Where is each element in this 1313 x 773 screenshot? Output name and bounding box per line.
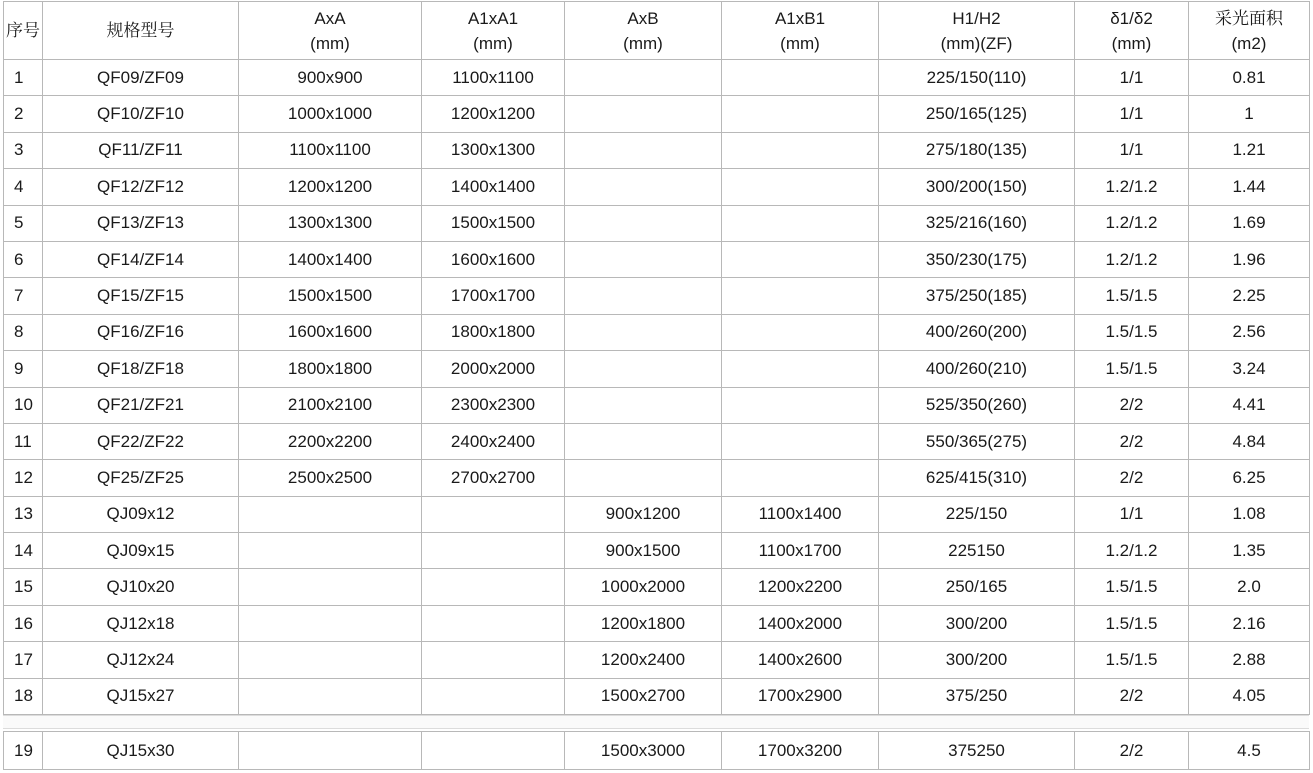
- header-axa-unit: (mm): [310, 33, 350, 53]
- cell-model: QF25/ZF25: [43, 460, 239, 496]
- cell-axa: 900x900: [239, 60, 422, 96]
- cell-h1h2: 375250: [879, 732, 1075, 770]
- cell-a1xa1: 1400x1400: [422, 169, 565, 205]
- cell-model: QF16/ZF16: [43, 314, 239, 350]
- header-area-unit: (m2): [1231, 33, 1267, 53]
- cell-h1h2: 225/150: [879, 496, 1075, 532]
- cell-axa: 1600x1600: [239, 314, 422, 350]
- cell-axa: [239, 569, 422, 605]
- cell-axa: 1300x1300: [239, 205, 422, 241]
- cell-delta: 1.5/1.5: [1075, 605, 1189, 641]
- cell-h1h2: 225150: [879, 533, 1075, 569]
- cell-axa: [239, 678, 422, 714]
- header-h1h2-unit: (mm)(ZF): [940, 33, 1013, 53]
- cell-axa: 1800x1800: [239, 351, 422, 387]
- cell-h1h2: 300/200: [879, 642, 1075, 678]
- table-row: [4, 205, 1310, 241]
- header-axb-unit: (mm): [623, 33, 663, 53]
- table-row: [4, 569, 1310, 605]
- cell-model: QF13/ZF13: [43, 205, 239, 241]
- cell-delta: 2/2: [1075, 678, 1189, 714]
- header-seq: 序号: [4, 2, 43, 60]
- table-row: [4, 605, 1310, 641]
- cell-seq: 11: [4, 423, 43, 459]
- header-a1xb1: [722, 2, 879, 60]
- cell-seq: 8: [4, 314, 43, 350]
- header-axb-label: AxB: [627, 8, 659, 28]
- cell-a1xa1: 1200x1200: [422, 96, 565, 132]
- header-h1h2-label: H1/H2: [952, 8, 1001, 28]
- table-body: [4, 60, 1310, 715]
- cell-a1xb1: [722, 314, 879, 350]
- cell-axa: 2200x2200: [239, 423, 422, 459]
- cell-a1xb1: [722, 351, 879, 387]
- header-model: 规格型号: [43, 2, 239, 60]
- cell-a1xb1: [722, 241, 879, 277]
- header-a1xa1-unit: (mm): [473, 33, 513, 53]
- cell-a1xb1: 1400x2000: [722, 605, 879, 641]
- cell-model: QJ09x12: [43, 496, 239, 532]
- cell-model: QJ10x20: [43, 569, 239, 605]
- cell-a1xb1: [722, 205, 879, 241]
- table-row: [4, 460, 1310, 496]
- cell-h1h2: 350/230(175): [879, 241, 1075, 277]
- cell-axa: [239, 496, 422, 532]
- table-row: [4, 423, 1310, 459]
- header-area: [1189, 2, 1310, 60]
- header-a1xa1-label: A1xA1: [467, 8, 519, 28]
- cell-a1xb1: 1400x2600: [722, 642, 879, 678]
- cell-model: QF15/ZF15: [43, 278, 239, 314]
- table-row: [4, 241, 1310, 277]
- cell-a1xb1: 1100x1400: [722, 496, 879, 532]
- cell-a1xa1: 1700x1700: [422, 278, 565, 314]
- cell-model: QJ09x15: [43, 533, 239, 569]
- cell-seq: 4: [4, 169, 43, 205]
- cell-axb: [565, 96, 722, 132]
- table-row: [4, 169, 1310, 205]
- cell-axb: [565, 60, 722, 96]
- cell-delta: 1.5/1.5: [1075, 278, 1189, 314]
- cell-model: QJ15x27: [43, 678, 239, 714]
- cell-h1h2: 375/250(185): [879, 278, 1075, 314]
- cell-delta: 2/2: [1075, 423, 1189, 459]
- cell-a1xb1: [722, 169, 879, 205]
- cell-area: 1.08: [1189, 496, 1310, 532]
- cell-a1xb1: [722, 132, 879, 168]
- cell-a1xa1: [422, 496, 565, 532]
- cell-delta: 2/2: [1075, 387, 1189, 423]
- cell-h1h2: 250/165: [879, 569, 1075, 605]
- cell-h1h2: 550/365(275): [879, 423, 1075, 459]
- cell-a1xa1: 1500x1500: [422, 205, 565, 241]
- cell-a1xb1: [722, 460, 879, 496]
- cell-axb: [565, 460, 722, 496]
- cell-model: QJ12x18: [43, 605, 239, 641]
- cell-axb: 1200x1800: [565, 605, 722, 641]
- cell-axb: 1200x2400: [565, 642, 722, 678]
- cell-model: QJ12x24: [43, 642, 239, 678]
- cell-axa: [239, 732, 422, 770]
- cell-area: 4.05: [1189, 678, 1310, 714]
- cell-h1h2: 400/260(200): [879, 314, 1075, 350]
- cell-delta: 1.5/1.5: [1075, 569, 1189, 605]
- cell-model: QF09/ZF09: [43, 60, 239, 96]
- cell-a1xa1: [422, 533, 565, 569]
- table-row: [4, 351, 1310, 387]
- cell-axb: [565, 314, 722, 350]
- cell-axb: [565, 278, 722, 314]
- cell-model: QF10/ZF10: [43, 96, 239, 132]
- table-row: [4, 533, 1310, 569]
- cell-h1h2: 300/200(150): [879, 169, 1075, 205]
- cell-axb: 900x1500: [565, 533, 722, 569]
- cell-area: 2.88: [1189, 642, 1310, 678]
- header-h1h2: [879, 2, 1075, 60]
- cell-seq: 2: [4, 96, 43, 132]
- cell-a1xb1: [722, 278, 879, 314]
- spec-table-continued: [3, 731, 1310, 770]
- cell-axa: 1200x1200: [239, 169, 422, 205]
- cell-a1xa1: 2000x2000: [422, 351, 565, 387]
- cell-delta: 1.5/1.5: [1075, 314, 1189, 350]
- cell-seq: 6: [4, 241, 43, 277]
- cell-a1xb1: 1700x3200: [722, 732, 879, 770]
- header-a1xb1-unit: (mm): [780, 33, 820, 53]
- cell-a1xb1: [722, 60, 879, 96]
- cell-area: 1.96: [1189, 241, 1310, 277]
- cell-a1xb1: 1200x2200: [722, 569, 879, 605]
- cell-axb: [565, 241, 722, 277]
- cell-model: QJ15x30: [43, 732, 239, 770]
- cell-h1h2: 250/165(125): [879, 96, 1075, 132]
- cell-a1xa1: 2700x2700: [422, 460, 565, 496]
- cell-seq: 14: [4, 533, 43, 569]
- table-row: [4, 60, 1310, 96]
- table-row: [4, 496, 1310, 532]
- cell-delta: 1/1: [1075, 60, 1189, 96]
- cell-h1h2: 525/350(260): [879, 387, 1075, 423]
- cell-area: 1.35: [1189, 533, 1310, 569]
- cell-a1xb1: [722, 96, 879, 132]
- cell-area: 2.56: [1189, 314, 1310, 350]
- cell-axb: 1000x2000: [565, 569, 722, 605]
- cell-area: 1.44: [1189, 169, 1310, 205]
- header-axb: [565, 2, 722, 60]
- table-row: [4, 96, 1310, 132]
- header-row: [4, 2, 1310, 60]
- cell-a1xa1: [422, 605, 565, 641]
- cell-delta: 1.2/1.2: [1075, 205, 1189, 241]
- cell-axa: [239, 533, 422, 569]
- cell-seq: 3: [4, 132, 43, 168]
- cell-h1h2: 275/180(135): [879, 132, 1075, 168]
- cell-seq: 1: [4, 60, 43, 96]
- cell-area: 6.25: [1189, 460, 1310, 496]
- header-area-label: 采光面积: [1215, 8, 1283, 28]
- table-body-continued: [4, 732, 1310, 770]
- cell-a1xa1: 1600x1600: [422, 241, 565, 277]
- cell-a1xa1: 1300x1300: [422, 132, 565, 168]
- cell-seq: 10: [4, 387, 43, 423]
- cell-h1h2: 225/150(110): [879, 60, 1075, 96]
- cell-model: QF18/ZF18: [43, 351, 239, 387]
- cell-axa: 2100x2100: [239, 387, 422, 423]
- cell-seq: 19: [4, 732, 43, 770]
- header-delta-unit: (mm): [1111, 33, 1152, 53]
- cell-model: QF21/ZF21: [43, 387, 239, 423]
- cell-area: 1.21: [1189, 132, 1310, 168]
- cell-axb: [565, 351, 722, 387]
- cell-delta: 1/1: [1075, 96, 1189, 132]
- table-row: [4, 387, 1310, 423]
- cell-h1h2: 375/250: [879, 678, 1075, 714]
- cell-seq: 15: [4, 569, 43, 605]
- table-row: [4, 132, 1310, 168]
- header-delta-label: δ1/δ2: [1110, 8, 1153, 28]
- cell-delta: 1.2/1.2: [1075, 241, 1189, 277]
- table-separator: [3, 715, 1309, 729]
- cell-h1h2: 625/415(310): [879, 460, 1075, 496]
- cell-seq: 17: [4, 642, 43, 678]
- cell-axa: 1000x1000: [239, 96, 422, 132]
- cell-seq: 16: [4, 605, 43, 641]
- table-row: [4, 314, 1310, 350]
- cell-delta: 1/1: [1075, 496, 1189, 532]
- cell-axa: 1400x1400: [239, 241, 422, 277]
- cell-seq: 18: [4, 678, 43, 714]
- cell-axa: [239, 605, 422, 641]
- cell-axb: [565, 423, 722, 459]
- cell-a1xb1: 1700x2900: [722, 678, 879, 714]
- cell-a1xb1: [722, 387, 879, 423]
- cell-delta: 1/1: [1075, 132, 1189, 168]
- cell-model: QF14/ZF14: [43, 241, 239, 277]
- cell-seq: 7: [4, 278, 43, 314]
- cell-delta: 1.5/1.5: [1075, 351, 1189, 387]
- cell-delta: 2/2: [1075, 460, 1189, 496]
- cell-a1xb1: [722, 423, 879, 459]
- cell-a1xa1: [422, 678, 565, 714]
- cell-seq: 13: [4, 496, 43, 532]
- cell-axb: [565, 169, 722, 205]
- cell-a1xa1: [422, 642, 565, 678]
- cell-axa: 1100x1100: [239, 132, 422, 168]
- table-row: [4, 642, 1310, 678]
- cell-seq: 12: [4, 460, 43, 496]
- cell-h1h2: 300/200: [879, 605, 1075, 641]
- cell-axa: [239, 642, 422, 678]
- cell-h1h2: 400/260(210): [879, 351, 1075, 387]
- cell-h1h2: 325/216(160): [879, 205, 1075, 241]
- cell-area: 4.84: [1189, 423, 1310, 459]
- cell-axa: 1500x1500: [239, 278, 422, 314]
- header-a1xb1-label: A1xB1: [774, 8, 826, 28]
- cell-a1xa1: 2400x2400: [422, 423, 565, 459]
- cell-area: 2.16: [1189, 605, 1310, 641]
- cell-seq: 5: [4, 205, 43, 241]
- cell-axb: 900x1200: [565, 496, 722, 532]
- cell-axb: [565, 387, 722, 423]
- cell-seq: 9: [4, 351, 43, 387]
- cell-delta: 1.2/1.2: [1075, 533, 1189, 569]
- cell-area: 1.69: [1189, 205, 1310, 241]
- cell-axb: [565, 205, 722, 241]
- cell-axb: 1500x3000: [565, 732, 722, 770]
- cell-model: QF12/ZF12: [43, 169, 239, 205]
- table-row: [4, 678, 1310, 714]
- cell-a1xa1: [422, 569, 565, 605]
- table-row: [4, 732, 1310, 770]
- cell-delta: 1.5/1.5: [1075, 642, 1189, 678]
- cell-axb: 1500x2700: [565, 678, 722, 714]
- cell-axa: 2500x2500: [239, 460, 422, 496]
- cell-area: 0.81: [1189, 60, 1310, 96]
- cell-area: 2.25: [1189, 278, 1310, 314]
- table-row: [4, 278, 1310, 314]
- cell-model: QF11/ZF11: [43, 132, 239, 168]
- cell-a1xa1: 2300x2300: [422, 387, 565, 423]
- table-header: [4, 2, 1310, 60]
- cell-delta: 2/2: [1075, 732, 1189, 770]
- cell-area: 2.0: [1189, 569, 1310, 605]
- header-a1xa1: [422, 2, 565, 60]
- cell-a1xa1: 1100x1100: [422, 60, 565, 96]
- cell-model: QF22/ZF22: [43, 423, 239, 459]
- header-delta: [1075, 2, 1189, 60]
- cell-axb: [565, 132, 722, 168]
- cell-area: 4.41: [1189, 387, 1310, 423]
- spec-table: [3, 1, 1310, 715]
- cell-a1xb1: 1100x1700: [722, 533, 879, 569]
- header-axa: [239, 2, 422, 60]
- cell-a1xa1: [422, 732, 565, 770]
- cell-area: 4.5: [1189, 732, 1310, 770]
- header-axa-label: AxA: [314, 8, 346, 28]
- cell-area: 3.24: [1189, 351, 1310, 387]
- cell-area: 1: [1189, 96, 1310, 132]
- cell-a1xa1: 1800x1800: [422, 314, 565, 350]
- cell-delta: 1.2/1.2: [1075, 169, 1189, 205]
